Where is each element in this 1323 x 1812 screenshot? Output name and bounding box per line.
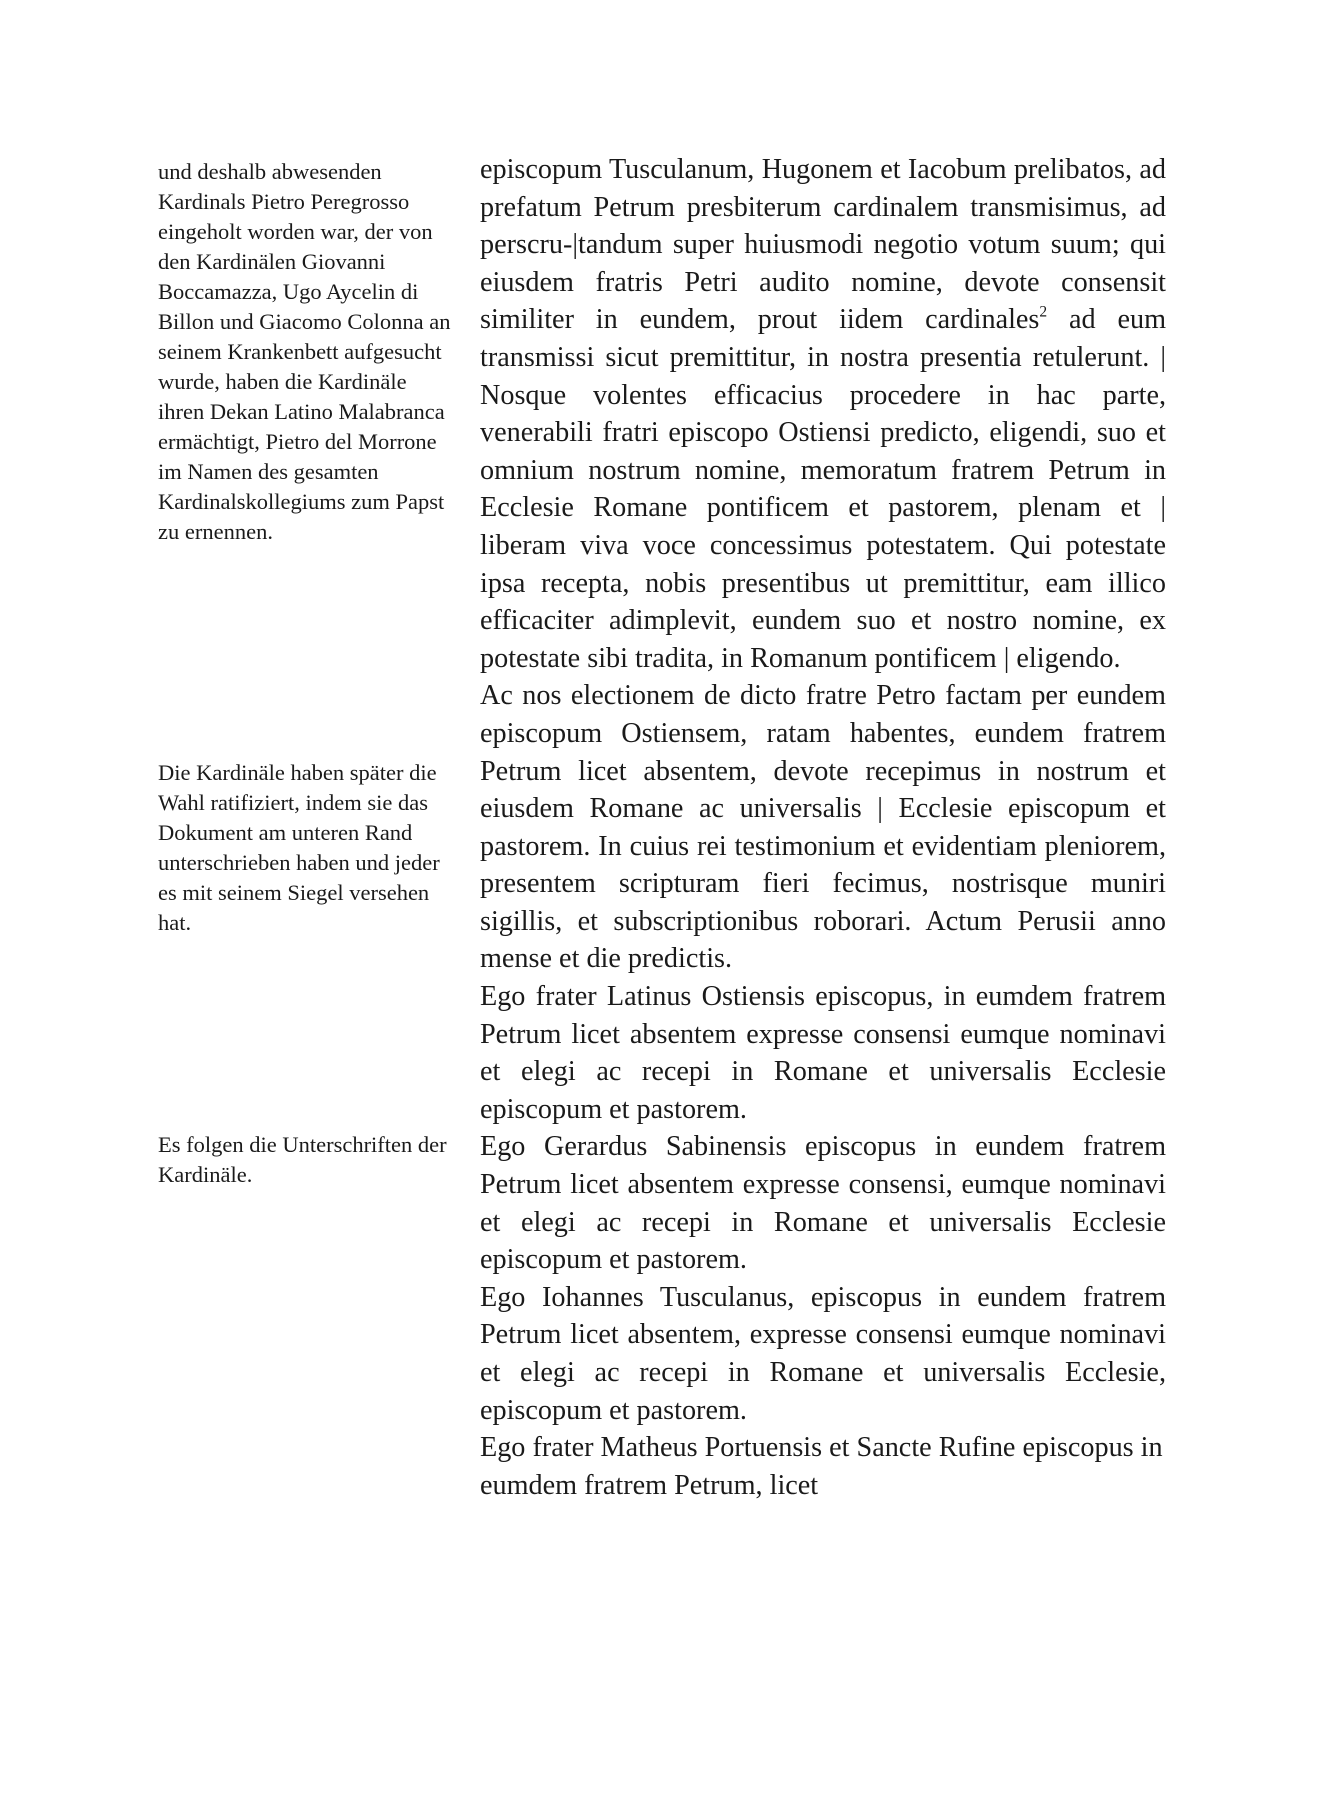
paragraph-text: episcopum Tusculanum, Hugonem et Iacobum prelibatos, ad prefatum Petrum presbiterum cardinalem transmisimus, ad perscru-|tandum super huiusmodi negotio votum suum; qui eiusdem fratris Petri audito nomine, devote consensit similiter in eundem, prout iidem cardinales — [480, 154, 1166, 336]
paragraph-text: ad eum transmissi sicut premittitur, in nostra presentia retulerunt. | Nosque volentes efficacius procedere in hac parte, venerabili fratri episcopo Ostiensi predicto, eligendi, suo et omnium nostrum nomine, memoratum fratrem Petrum in Ecclesie Romane pontificem et pastorem, plenam et | liberam viva voce concessimus potestatem. Qui potestate ipsa recepta, nobis presentibus ut premittitur, eam illico efficaciter adimplevit, eundem suo et nostro nomine, ex potestate sibi tradita, in Romanum pontificem | eligendo. — [480, 304, 1166, 674]
main-text-column — [480, 151, 1166, 1504]
side-note-2 — [158, 758, 458, 938]
footnote-reference: 2 — [1039, 303, 1048, 321]
side-note-text: Es folgen die Unterschriften der Kardinäle. — [158, 1132, 447, 1187]
main-paragraph-5: Ego Iohannes Tusculanus, episcopus in eundem fratrem Petrum licet absentem, expresse consensi eumque nominavi et elegi ac recepi in Romane et universalis Ecclesie, episcopum et pastorem. — [480, 1281, 1166, 1426]
side-note-text: und deshalb abwesenden Kardinals Pietro Peregrosso eingeholt worden war, der von den Kardinälen Giovanni Boccamazza, Ugo Aycelin di Billon und Giacomo Colonna an seinem Krankenbett aufgesucht wurde, haben die Kardinäle ihren Dekan Latino Malabranca ermächtigt, Pietro del Morrone im Namen des gesamten Kardinalskollegiums zum Papst zu ernennen. — [158, 159, 451, 544]
main-paragraph-4: Ego Gerardus Sabinensis episcopus in eundem fratrem Petrum licet absentem expresse consensi, eumque nominavi et elegi ac recepi in Romane et universalis Ecclesie episcopum et pastorem. — [480, 1131, 1166, 1276]
main-paragraph-3: Ego frater Latinus Ostiensis episcopus, in eumdem fratrem Petrum licet absentem expresse consensi eumque nominavi et elegi ac recepi in Romane et universalis Ecclesie episcopum et pastorem. — [480, 981, 1166, 1125]
side-note-text: Die Kardinäle haben später die Wahl ratifiziert, indem sie das Dokument am unteren Rand unterschrieben haben und jeder es mit seinem Siegel versehen hat. — [158, 760, 440, 935]
side-note-3 — [158, 1130, 458, 1190]
main-paragraph-6: Ego frater Matheus Portuensis et Sancte Rufine episcopus in eumdem fratrem Petrum, licet — [480, 1432, 1163, 1501]
main-paragraph-2: Ac nos electionem de dicto fratre Petro factam per eundem episcopum Ostiensem, ratam habentes, eundem fratrem Petrum licet absentem, devote recepimus in nostrum et eiusdem Romane ac universalis | Ecclesie episcopum et pastorem. In cuius rei testimonium et evidentiam pleniorem, presentem scripturam fieri fecimus, nostrisque muniri sigillis, et subscriptionibus roborari. Actum Perusii anno mense et die predictis. — [480, 680, 1166, 975]
side-note-1 — [158, 157, 458, 547]
main-paragraph-1 — [480, 151, 1166, 677]
